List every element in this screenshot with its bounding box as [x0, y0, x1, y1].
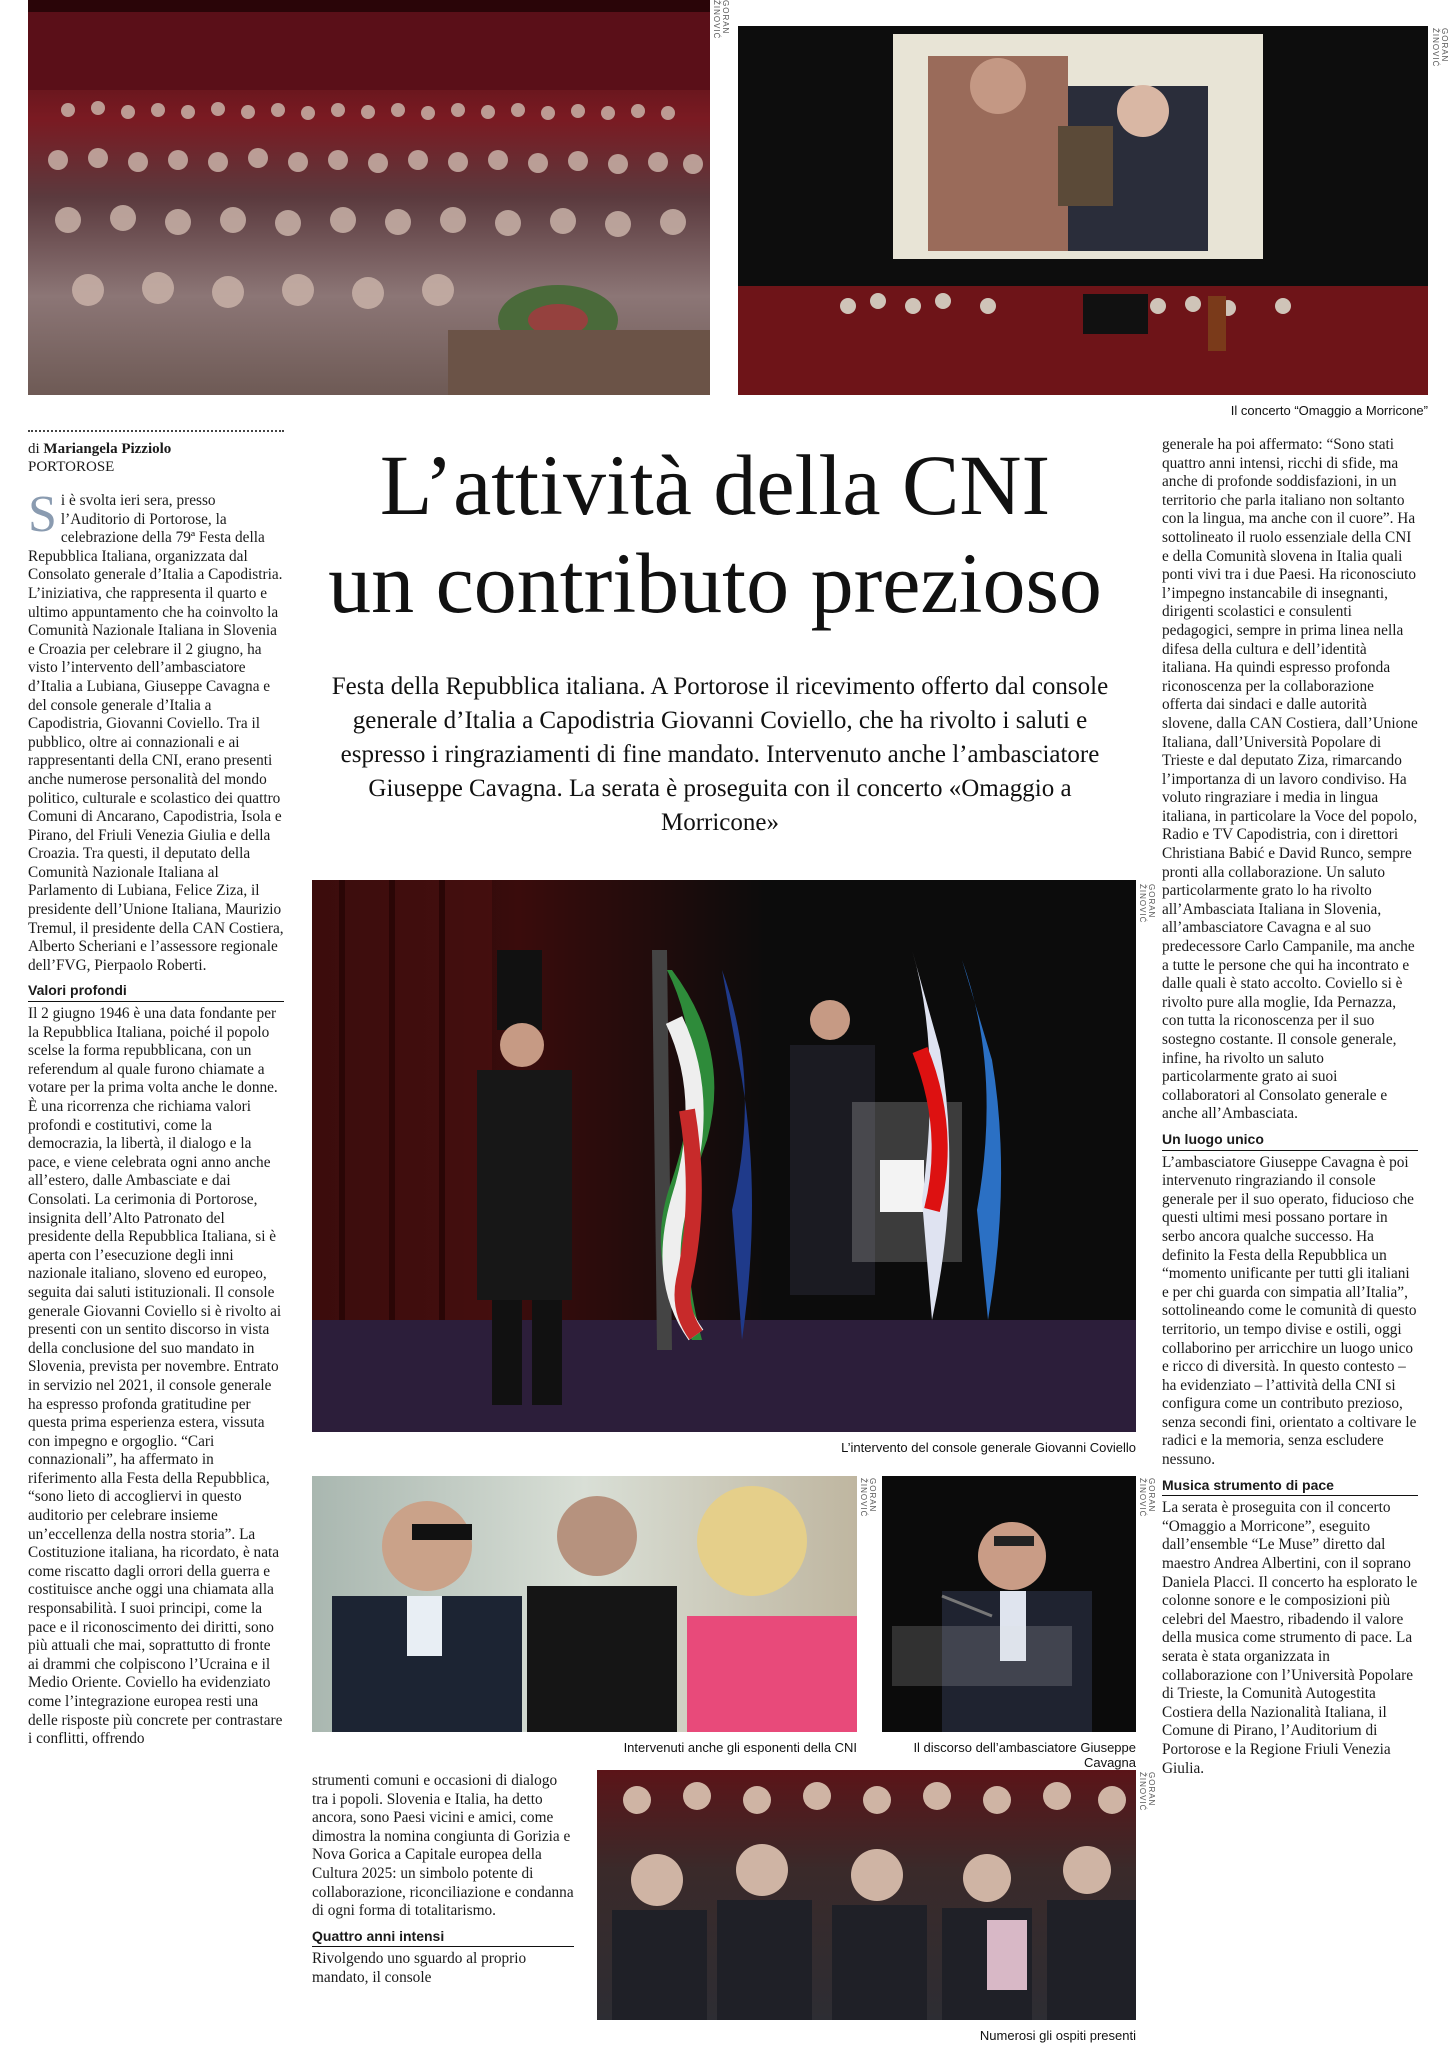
headline-line-2: un contributo prezioso: [328, 535, 1102, 631]
cni-illustration: [312, 1476, 857, 1732]
ambassador-illustration: [882, 1476, 1136, 1732]
byline-author: Mariangela Pizziolo: [43, 441, 172, 457]
intro-text: i è svolta ieri sera, presso l’Auditorio di Portorose, la celebrazione della 79ª Festa della Repubblica Italiana, organizzata dal Consolato generale d’Italia a Capodistria. L’iniziativa, che rappresenta il quarto e ultimo appuntamento che ha coinvolto la Comunità Nazionale Italiana in Slovenia e Croazia per celebrare il 2 giugno, ha visto l’intervento dell’ambasciatore d’Italia a Lubiana, Giuseppe Cavagna e del console generale d’Italia a Capodistria, Giovanni Coviello. Tra il pubblico, oltre ai connazionali e ai rappresentanti della CNI, erano presenti anche numerose personalità del mondo politico, culturale e scolastico dei quattro Comuni di Ancarano, Capodistria, Isola e Pirano, del Friuli Venezia Giulia e della Croazia. Tra questi, il deputato della Comunità Nazionale Italiana al Parlamento di Lubiana, Felice Ziza, il presidente dell’Unione Italiana, Maurizio Tremul, il presidente della CAN Costiera, Alberto Scheriani e l’assessore regionale dell’FVG, Pierpaolo Roberti.: [28, 492, 284, 974]
photo-credit: GORAN ŽINOVIĆ: [1138, 1478, 1156, 1518]
byline: [28, 440, 283, 476]
paragraph-valori: Il 2 giugno 1946 è una data fondante per la Repubblica Italiana, poiché il popolo scelse la forma repubblicana, con un referendum al quale furono chiamate a votare per la prima volta anche le donne. È una ricorrenza che richiama valori profondi e costitutivi, come la democrazia, la libertà, il dialogo e la pace, e viene celebrata ogni anno anche all’estero, dalle Ambasciate e dai Consolati. La cerimonia di Portorose, insignita dell’Alto Patronato del presidente della Repubblica Italiana, si è aperta con l’esecuzione degli inni nazionale italiano, sloveno ed europeo, seguita dai saluti istituzionali. Il console generale Giovanni Coviello si è rivolto ai presenti con un sentito discorso in vista della conclusione del suo mandato in Slovenia, prevista per novembre. Entrato in servizio nel 2021, il console generale ha espresso profonda gratitudine per questa prima esperienza estera, vissuta con impegno e orgoglio. “Cari connazionali”, ha affermato in riferimento alla Festa della Repubblica, “sono lieto di accogliervi in questo auditorio per celebrare insieme un’eccellenza della nostra storia”. La Costituzione italiana, ha ricordato, è nata come riscatto dagli orrori della guerra e costituisce anche oggi una chiamata alla responsabilità. I suoi principi, come la pace e il riconoscimento dei diritti, sono più attuali che mai, soprattutto di fronte ai drammi che colpiscono l’Ucraina e il Medio Oriente. Coviello ha evidenziato come l’integrazione europea resti una delle risposte più concrete per contrastare i conflitti, offrendo: [28, 1005, 283, 1748]
summary: Festa della Repubblica italiana. A Portorose il ricevimento offerto dal console generale d’Italia a Capodistria Giovanni Coviello, che ha rivolto i saluti e espresso i ringraziamenti di fine mandato. Intervenuto anche l’ambasciatore Giuseppe Cavagna. La serata è proseguita con il concerto «Omaggio a Morricone»: [331, 673, 1109, 836]
subhead-quattro-anni: Quattro anni intensi: [312, 1927, 574, 1948]
byline-prefix: di: [28, 441, 40, 457]
photo-ambassador: [882, 1476, 1136, 1732]
headline: [300, 436, 1130, 632]
subhead-valori: Valori profondi: [28, 981, 284, 1002]
photo-guests: [597, 1770, 1136, 2020]
subhead-musica: Musica strumento di pace: [1162, 1476, 1418, 1497]
caption-concerto: Il concerto “Omaggio a Morricone”: [1230, 403, 1428, 418]
headline-line-1: L’attività della CNI: [379, 437, 1051, 533]
photo-concert: [738, 26, 1428, 395]
byline-rule: [28, 430, 284, 432]
article-column-3: [1162, 436, 1418, 1778]
photo-credit: GORAN ŽINOVIĆ: [1431, 28, 1449, 68]
paragraph-mandato: generale ha poi affermato: “Sono stati quattro anni intensi, ricchi di sfide, ma anche di profonde soddisfazioni, in un territorio che parla italiano non soltanto con la lingua, ma anche con il cuore”. Ha sottolineato il ruolo essenziale della CNI e della Comunità slovena in Italia quali ponti vivi tra i due Paesi. Ha riconosciuto l’impegno instancabile di insegnanti, dirigenti scolastici e consulenti pedagogici, sempre in prima linea nella difesa della cultura e dell’identità italiana. Ha quindi espresso profonda riconoscenza per la collaborazione offerta dai sindaci e dalle autorità slovene, dalla CAN Costiera, dall’Unione Italiana, dall’Università Popolare di Trieste e dal deputato Ziza, rimarcando l’importanza di un lavoro condiviso. Ha voluto ringraziare i media in lingua italiana, in particolare la Voce del popolo, Radio e TV Capodistria, con i direttori Christiana Babić e David Runco, sempre pronti alla collaborazione. Un saluto particolarmente grato lo ha rivolto all’Ambasciata Italiana in Slovenia, all’ambasciatore Cavagna e al suo predecessore Carlo Campanile, ma anche a tutte le persone che qui ha incontrato e dalle quali è stato accolto. Coviello si è rivolto pure alla moglie, Ida Pernazza, con tutta la riconoscenza per il suo sostegno costante. Il console generale, infine, ha rivolto un saluto particolarmente grato ai suoi collaboratori al Consolato generale e anche all’Ambasciata.: [1162, 436, 1418, 1123]
article-column-2: [312, 1772, 574, 1988]
concert-illustration: [738, 26, 1428, 395]
article-column-1: [28, 486, 284, 1749]
console-illustration: [312, 880, 1136, 1432]
paragraph-sguardo: Rivolgendo uno sguardo al proprio mandato, il console: [312, 1950, 527, 1986]
subhead-luogo-unico: Un luogo unico: [1162, 1130, 1418, 1151]
caption-guests: Numerosi gli ospiti presenti: [979, 2028, 1136, 2043]
photo-cni: [312, 1476, 857, 1732]
guests-illustration: [597, 1770, 1136, 2020]
photo-credit: GORAN ŽINOVIĆ: [712, 0, 730, 40]
caption-console: L’intervento del console generale Giovanni Coviello: [841, 1440, 1136, 1455]
caption-cni: Intervenuti anche gli esponenti della CNI: [623, 1740, 857, 1755]
audience-illustration: [28, 0, 710, 395]
paragraph-ambasciatore: L’ambasciatore Giuseppe Cavagna è poi intervenuto ringraziando il console generale per il suo operato, fiducioso che questi ultimi mesi possano portare in serbo ancora qualche successo. Ha definito la Festa della Repubblica un “momento unificante per tutti gli italiani e per chi guarda con simpatia all’Italia”, sottolineando come le comunità di questo territorio, un tempo divise e ostili, oggi collaborino per arricchire un luogo unico e ricco di diversità. In questo contesto – ha evidenziato – l’attività della CNI si configura come un contributo prezioso, senza secondi fini, orientato a coltivare le radici e la memoria, senza escludere nessuno.: [1162, 1153, 1417, 1469]
dropcap: S: [28, 486, 57, 543]
byline-place: PORTOROSE: [28, 459, 115, 475]
photo-audience: [28, 0, 710, 395]
paragraph-musica: La serata è proseguita con il concerto “Omaggio a Morricone”, eseguito dall’ensemble “Le Muse” diretto dal maestro Andrea Albertini, con il soprano Daniela Placci. Il concerto ha esplorato le colonne sonore e le composizioni più celebri del Maestro, ribadendo il valore della musica come strumento di pace. La serata è stata organizzata in collaborazione con l’Università Popolare di Trieste, la Comunità Autogestita Costiera della Nazionalità Italiana, il Comune di Pirano, l’Auditorium di Portorose e la Regione Friuli Venezia Giulia.: [1162, 1499, 1418, 1777]
photo-credit: GORAN ŽINOVIĆ: [1138, 884, 1156, 924]
photo-credit: GORAN ŽINOVIĆ: [859, 1478, 877, 1518]
paragraph-dialogo: strumenti comuni e occasioni di dialogo tra i popoli. Slovenia e Italia, ha detto ancora, sono Paesi vicini e amici, come dimostra la nomina congiunta di Gorizia e Nova Gorica a Capitale europea della Cultura 2025: un simbolo potente di collaborazione, riconciliazione e condanna di ogni forma di totalitarismo.: [312, 1772, 574, 1920]
photo-credit: GORAN ŽINOVIĆ: [1138, 1772, 1156, 1812]
caption-ambassador: Il discorso dell’ambasciatore Giuseppe Cavagna: [913, 1740, 1136, 1770]
article-intro: [28, 486, 284, 975]
photo-console-speech: [312, 880, 1136, 1432]
